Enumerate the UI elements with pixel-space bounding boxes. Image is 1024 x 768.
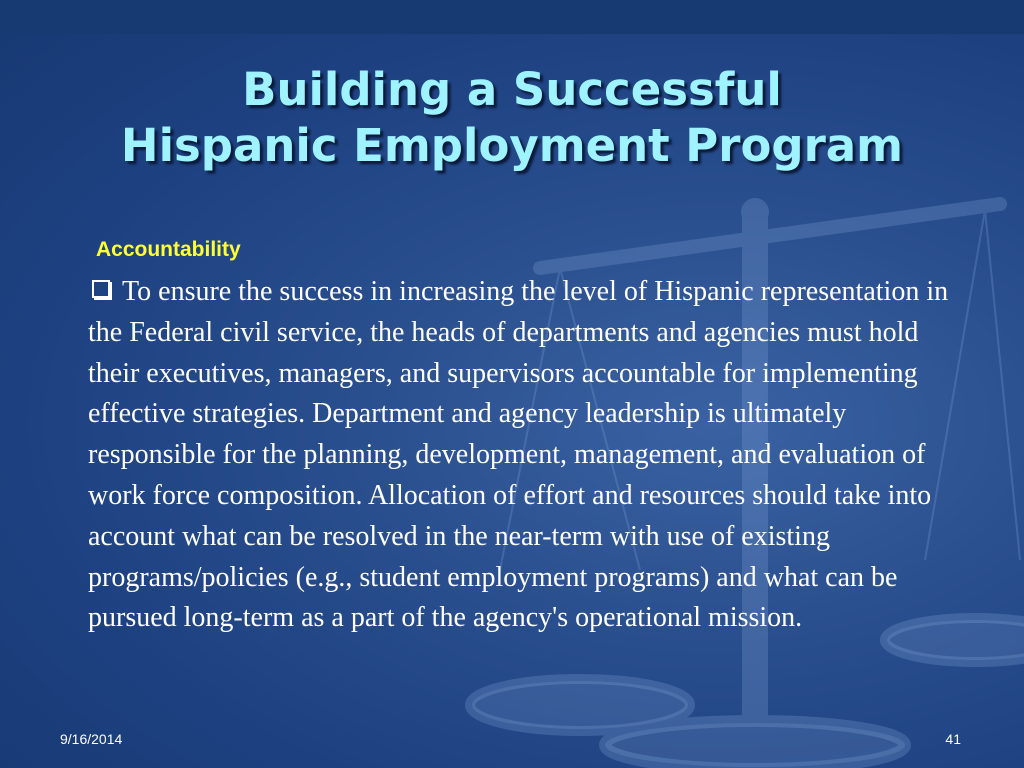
footer-page-number: 41 bbox=[945, 731, 961, 747]
slide-title bbox=[0, 62, 1024, 174]
bullet-text: To ensure the success in increasing the level of Hispanic representation in the Federal civil service, the heads of departments and agencies must hold their executives, managers, and supervisors accountable for implementing effective strategies. Department and agency leadership is ultimately responsible for the planning, development, management, and evaluation of work force composition. Allocation of effort and resources should take into account what can be resolved in the near-term with use of existing programs/policies (e.g., student employment programs) and what can be pursued long-term as a part of the agency's operational mission. bbox=[88, 276, 949, 634]
slide-title-line-2: Hispanic Employment Program bbox=[120, 119, 904, 172]
slide-title-line-1: Building a Successful bbox=[242, 63, 782, 116]
footer-date: 9/16/2014 bbox=[60, 731, 123, 747]
bullet-paragraph bbox=[88, 272, 968, 639]
hollow-square-bullet-icon bbox=[92, 280, 110, 298]
section-heading: Accountability bbox=[96, 238, 241, 261]
